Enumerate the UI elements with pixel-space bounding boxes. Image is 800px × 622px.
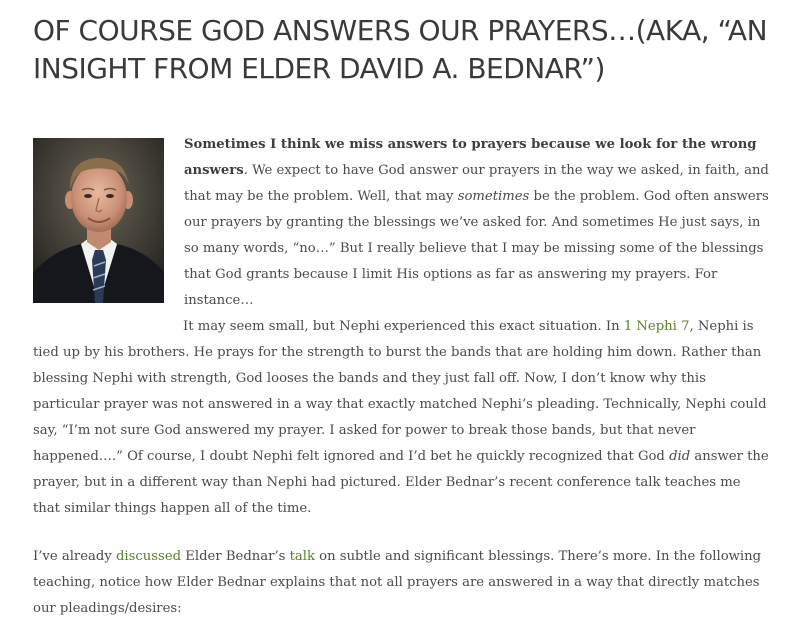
nephi-paragraph [33, 314, 770, 522]
discussed-link[interactable]: discussed [115, 549, 182, 564]
nephi-text-2: , Nephi is tied up by his brothers. He prays for the strength to burst the bands that are holding him down. Rather than blessing Nephi with strength, God looses the bands and they just fall off. Now, I don’t know why this particular prayer was not answered in a way that exactly matched Nephi’s pleading. Technically, Nephi could say, “I’m not sure God answered my prayer. I asked for power to break those bands, but that never happened….” Of course, I doubt Nephi felt ignored and I’d bet he quickly recognized that God [33, 319, 767, 464]
intro-text-2: be the problem. God often answers our prayers by granting the blessings we’ve asked for. And sometimes He just says, in so many words, “no…” But I really believe that I may be missing some of the blessings that God grants because I limit His options as far as answering my prayers. For instance… [184, 189, 769, 308]
talk-link[interactable]: talk [289, 549, 315, 564]
post-title: OF COURSE GOD ANSWERS OUR PRAYERS…(AKA, “AN INSIGHT FROM ELDER DAVID A. BEDNAR”) [33, 14, 768, 85]
discussion-paragraph [33, 544, 770, 622]
nephi-text-3: answer the prayer, but in a different way than Nephi had pictured. Elder Bednar’s recent conference talk teaches me that similar things happen all of the time. [33, 449, 769, 516]
nephi-emphasis: did [669, 449, 691, 464]
discussion-text-2: Elder Bednar’s [181, 549, 290, 564]
nephi-text-1: It may seem small, but Nephi experienced this exact situation. In [183, 319, 624, 334]
discussion-text-1: I’ve already [33, 549, 116, 564]
scripture-link-1-nephi-7[interactable]: 1 Nephi 7 [623, 319, 690, 334]
portrait-photo [33, 138, 164, 303]
intro-bold-lead: Sometimes I think we miss answers to prayers because we look for the wrong answers [184, 137, 757, 178]
intro-text-1: . We expect to have God answer our prayers in the way we asked, in faith, and that may be the problem. Well, that may [184, 163, 769, 204]
intro-emphasis: sometimes [457, 189, 530, 204]
discussion-text-3: on subtle and significant blessings. There’s more. In the following teaching, notice how Elder Bednar explains that not all prayers are answered in a way that directly matches our pleadings/desires: [33, 549, 762, 616]
post-body [33, 132, 770, 622]
